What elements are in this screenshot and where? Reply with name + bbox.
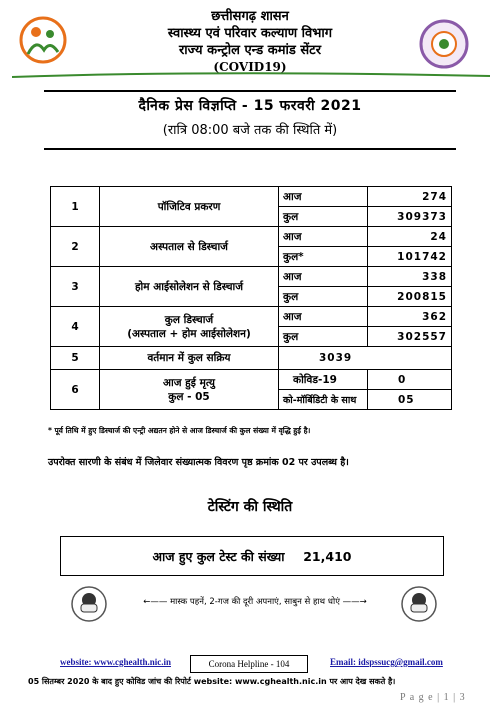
table-row [51,347,452,370]
today-key: आज [279,267,368,287]
row-label [100,307,279,347]
table-row [51,370,452,390]
total-value: 302557 [368,327,452,347]
serial-number: 1 [51,187,100,227]
serial-number: 3 [51,267,100,307]
row-label [100,370,279,410]
today-key: आज [279,307,368,327]
covid-stats-table [50,186,452,410]
comorbidity-death-value: 05 [368,390,452,410]
covid-death-value: 0 [368,370,452,390]
bulletin-title-box [44,90,456,150]
active-cases-value: 3039 [279,347,452,370]
today-key: आज [279,187,368,207]
district-note: उपरोक्त सारणी के संबंध में जिलेवार संख्यात्मक विवरण पृष्ठ क्रमांक 02 पर उपलब्ध है। [48,457,349,468]
bulletin-subtitle: (रात्रि 08:00 बजे तक की स्थिति में) [162,123,338,138]
today-value: 274 [368,187,452,207]
comorbidity-death-key: को-मॉर्बिडिटी के साथ [279,390,368,410]
report-note: 05 सितम्बर 2020 के बाद हुए कोविड जांच की रिपोर्ट website: www.cghealth.nic.in पर आप देख सकते है। [28,677,396,686]
website-link[interactable]: website: www.cghealth.nic.in [60,657,171,667]
header-department: स्वास्थ्य एवं परिवार कल्याण विभाग [167,26,333,41]
covid-death-key: कोविड-19 [279,370,368,390]
today-value: 338 [368,267,452,287]
advisory-line [112,596,398,607]
table-row [51,307,452,327]
row-label: वर्तमान में कुल सक्रिय [100,347,279,370]
row-label: अस्पताल से डिस्चार्ज [100,227,279,267]
total-key: कुल [279,207,368,227]
advisory-text: मास्क पहनें, 2-गज की दूरी अपनाएं, साबुन से हाथ धोएं [170,597,340,607]
testing-value: 21,410 [303,549,352,564]
total-value: 200815 [368,287,452,307]
testing-box [60,536,444,576]
row-label: होम आईसोलेशन से डिस्चार्ज [100,267,279,307]
arrow-left-icon: ←—— [143,597,171,607]
header-covid19: (COVID19) [213,60,287,74]
row-label: पॉजिटिव प्रकरण [100,187,279,227]
serial-number: 6 [51,370,100,410]
serial-number: 2 [51,227,100,267]
testing-line [61,548,443,565]
row-label-sub: (अस्पताल + होम आईसोलेशन) [127,327,251,340]
row-label-sub: कुल - 05 [168,390,210,403]
email-link[interactable]: Email: idspssucg@gmail.com [330,657,443,667]
total-key: कुल [279,287,368,307]
row-label-main: आज हुई मृत्यु [163,376,215,389]
row-label-main: कुल डिस्चार्ज [164,313,214,326]
total-key: कुल* [279,247,368,267]
discharge-footnote: * पूर्व तिथि में हुए डिस्चार्ज की एन्ट्री अद्यतन होने से आज डिस्चार्ज की कुल संख्या में वृद्धि हुई है। [48,426,311,435]
testing-title: टेस्टिंग की स्थिति [207,499,293,515]
mask-face-icon [70,585,108,623]
header-control-center: राज्य कन्ट्रोल एन्ड कमांड सेंटर [178,43,322,58]
total-key: कुल [279,327,368,347]
arrow-right-icon: ——→ [342,597,367,607]
table-row [51,227,452,247]
table-row [51,267,452,287]
mask-face-icon [400,585,438,623]
today-key: आज [279,227,368,247]
header-state: छत्तीसगढ़ शासन [211,9,289,24]
testing-label: आज हुए कुल टेस्ट की संख्या [152,549,285,564]
total-value: 309373 [368,207,452,227]
table-row [51,187,452,207]
serial-number: 4 [51,307,100,347]
total-value: 101742 [368,247,452,267]
page-number: P a g e | 1 | 3 [400,692,466,703]
today-value: 362 [368,307,452,327]
bulletin-title: दैनिक प्रेस विज्ञप्ति - 15 फरवरी 2021 [138,98,362,114]
serial-number: 5 [51,347,100,370]
helpline-box: Corona Helpline - 104 [190,655,308,673]
today-value: 24 [368,227,452,247]
